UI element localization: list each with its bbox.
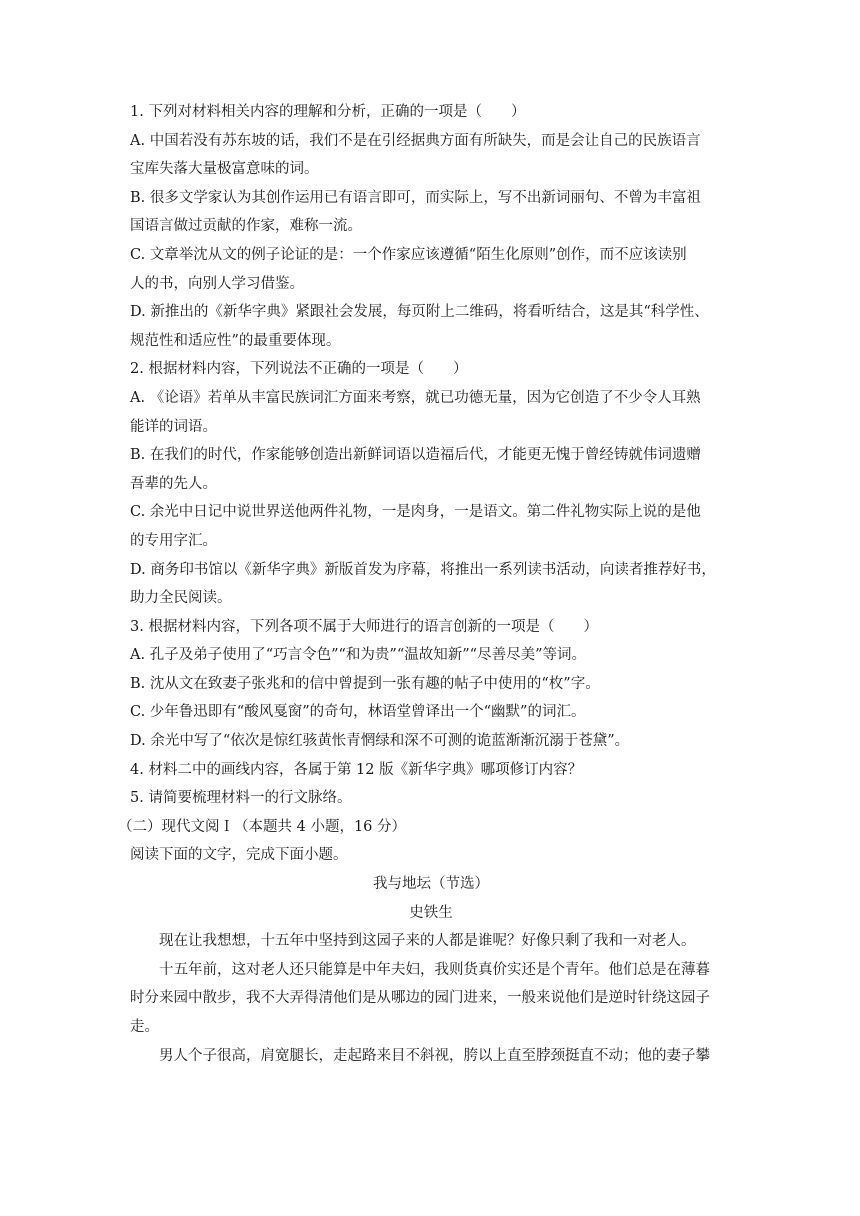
q2-option-c: C. 余光中日记中说世界送他两件礼物，一是肉身，一是语文。第二件礼物实际上说的是他: [130, 504, 701, 521]
q2-option-a: A. 《论语》若单从丰富民族词汇方面来考察，就已功德无量，因为它创造了不少令人耳熟: [130, 389, 701, 406]
q1-option-a-cont: 宝库失落大量极富意味的词。: [130, 161, 319, 178]
q2-option-b: B. 在我们的时代，作家能够创造出新鲜词语以造福后代，才能更无愧于曾经铸就伟词遗赠: [130, 447, 701, 464]
q2-option-b-cont: 吾辈的先人。: [130, 475, 217, 492]
passage-paragraph-3: 男人个子很高，肩宽腿长，走起路来目不斜视，胯以上直至脖颈挺直不动；他的妻子攀: [159, 1047, 710, 1064]
section-instruction: 阅读下面的文字，完成下面小题。: [130, 847, 348, 864]
q1-option-b: B. 很多文学家认为其创作运用已有语言即可，而实际上，写不出新词丽句、不曾为丰富祖: [130, 189, 701, 206]
passage-paragraph-2-end: 走。: [130, 1019, 159, 1035]
q1-option-a: A. 中国若没有苏东坡的话，我们不是在引经据典方面有所缺失，而是会让自己的民族语言: [130, 132, 701, 149]
q2-option-a-cont: 能详的词语。: [130, 418, 217, 435]
q3-option-d: D. 余光中写了“依次是惊红骇黄怅青惘绿和深不可测的诡蓝渐渐沉溺于苍黛”。: [130, 733, 630, 750]
q2-stem: 2. 根据材料内容，下列说法不正确的一项是（ ）: [130, 361, 468, 378]
q1-option-b-cont: 国语言做过贡献的作家，难称一流。: [130, 218, 362, 235]
q1-option-c: C. 文章举沈从文的例子论证的是：一个作家应该遵循“陌生化原则”创作，而不应该读别: [130, 246, 687, 263]
q1-option-d-cont: 规范性和适应性”的最重要体现。: [130, 332, 341, 349]
q4-stem: 4. 材料二中的画线内容，各属于第 12 版《新华字典》哪项修订内容？: [130, 761, 583, 778]
passage-author: 史铁生: [409, 904, 453, 921]
q2-option-d: D. 商务印书馆以《新华字典》新版首发为序幕，将推出一系列读书活动，向读者推荐好书，: [130, 561, 716, 578]
passage-paragraph-2: 十五年前，这对老人还只能算是中年夫妇，我则货真价实还是个青年。他们总是在薄暮: [159, 961, 710, 978]
section-heading: （二）现代文阅Ｉ（本题共 4 小题，16 分）: [118, 818, 407, 835]
q3-option-b: B. 沈从文在致妻子张兆和的信中曾提到一张有趣的帖子中使用的“枚”字。: [130, 675, 600, 692]
passage-title: 我与地坛（节选）: [373, 876, 489, 893]
passage-paragraph-2-cont: 时分来园中散步，我不大弄得清他们是从哪边的园门进来，一般来说他们是逆时针绕这园子: [130, 990, 710, 1007]
passage-paragraph-1: 现在让我想想，十五年中坚持到这园子来的人都是谁呢？好像只剩了我和一对老人。: [159, 933, 696, 950]
q1-option-c-cont: 人的书，向别人学习借鉴。: [130, 275, 304, 292]
q1-option-d: D. 新推出的《新华字典》紧跟社会发展，每页附上二维码，将看听结合，这是其“科学性、: [130, 304, 709, 321]
q3-stem: 3. 根据材料内容，下列各项不属于大师进行的语言创新的一项是（ ）: [130, 618, 598, 635]
q2-option-d-cont: 助力全民阅读。: [130, 590, 232, 607]
q5-stem: 5. 请简要梳理材料一的行文脉络。: [130, 790, 352, 807]
q2-option-c-cont: 的专用字汇。: [130, 532, 217, 549]
q3-option-a: A. 孔子及弟子使用了“巧言令色”“和为贵”“温故知新”“尽善尽美”等词。: [130, 647, 586, 664]
q3-option-c: C. 少年鲁迅即有“酸风戛窗”的奇句，林语堂曾译出一个“幽默”的词汇。: [130, 704, 586, 721]
q1-stem: 1. 下列对材料相关内容的理解和分析，正确的一项是（ ）: [130, 104, 526, 120]
